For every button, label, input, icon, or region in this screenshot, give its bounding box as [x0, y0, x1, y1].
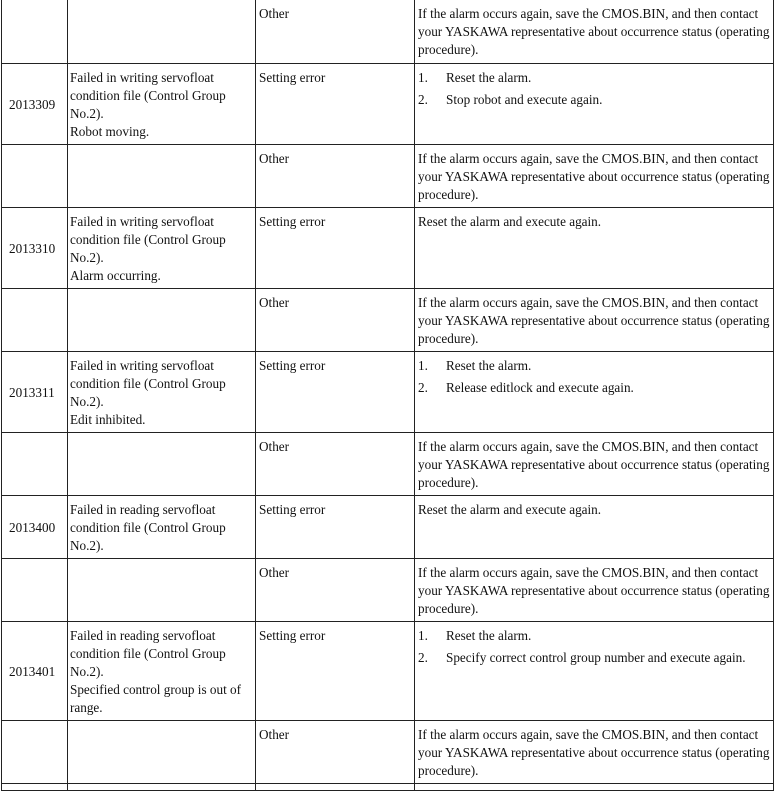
alarm-remedy-cell — [415, 208, 774, 289]
remedy-step-text: Stop robot and execute again. — [446, 92, 603, 107]
remedy-text: If the alarm occurs again, save the CMOS.BIN, and then contact your YASKAWA representative about occurrence status (operating procedure). — [418, 6, 770, 57]
empty-cell — [256, 784, 415, 791]
remedy-step — [418, 627, 770, 645]
alarm-message-cell — [68, 64, 256, 145]
table-row — [2, 208, 774, 289]
alarm-remedy-cell — [415, 64, 774, 145]
remedy-text: If the alarm occurs again, save the CMOS.BIN, and then contact your YASKAWA representative about occurrence status (operating procedure). — [418, 565, 770, 616]
remedy-steps-list — [418, 69, 770, 109]
alarm-code-cell — [2, 559, 68, 622]
alarm-cause-cell: Other — [256, 289, 415, 352]
table-row — [2, 145, 774, 208]
alarm-remedy-cell — [415, 352, 774, 433]
alarm-table-body — [2, 0, 774, 791]
table-row — [2, 433, 774, 496]
remedy-text: If the alarm occurs again, save the CMOS.BIN, and then contact your YASKAWA representative about occurrence status (operating procedure). — [418, 727, 770, 778]
remedy-text: If the alarm occurs again, save the CMOS.BIN, and then contact your YASKAWA representative about occurrence status (operating procedure). — [418, 151, 770, 202]
alarm-message-line: No.2). — [70, 538, 104, 553]
alarm-code-cell — [2, 0, 68, 64]
alarm-remedy-cell — [415, 622, 774, 721]
remedy-step-text: Reset the alarm. — [446, 358, 532, 373]
remedy-step-number: 2. — [418, 380, 428, 395]
remedy-step-number: 1. — [418, 70, 428, 85]
table-row — [2, 64, 774, 145]
alarm-message-line: No.2). — [70, 394, 104, 409]
alarm-cause-cell: Setting error — [256, 622, 415, 721]
alarm-message-line: Failed in writing servofloat — [70, 70, 214, 85]
alarm-message-line: Specified control group is out of — [70, 682, 242, 697]
alarm-message-line: Failed in writing servofloat — [70, 214, 214, 229]
alarm-message-line: condition file (Control Group — [70, 232, 226, 247]
alarm-code-cell: 2013401 — [2, 622, 68, 721]
alarm-message-line: Robot moving. — [70, 124, 150, 139]
alarm-cause-cell: Other — [256, 721, 415, 784]
alarm-message-line: condition file (Control Group — [70, 88, 226, 103]
alarm-remedy-cell — [415, 289, 774, 352]
remedy-step — [418, 379, 770, 397]
remedy-step-number: 1. — [418, 628, 428, 643]
alarm-table — [1, 0, 774, 791]
alarm-code-cell: 2013309 — [2, 64, 68, 145]
alarm-code-cell — [2, 289, 68, 352]
empty-cell — [68, 784, 256, 791]
alarm-message-line: condition file (Control Group — [70, 520, 226, 535]
remedy-step — [418, 357, 770, 375]
alarm-code-cell: 2013311 — [2, 352, 68, 433]
remedy-step-text: Reset the alarm. — [446, 70, 532, 85]
alarm-cause-cell: Other — [256, 0, 415, 64]
alarm-cause-cell: Other — [256, 145, 415, 208]
alarm-message-cell — [68, 559, 256, 622]
table-row — [2, 622, 774, 721]
alarm-remedy-cell — [415, 145, 774, 208]
alarm-message-cell — [68, 721, 256, 784]
table-row — [2, 0, 774, 64]
alarm-message-cell — [68, 496, 256, 559]
alarm-message-cell — [68, 145, 256, 208]
alarm-message-cell — [68, 208, 256, 289]
empty-cell — [415, 784, 774, 791]
alarm-message-cell — [68, 0, 256, 64]
table-row-partial — [2, 784, 774, 791]
table-row — [2, 289, 774, 352]
remedy-step — [418, 649, 770, 667]
empty-cell — [2, 784, 68, 791]
alarm-message-line: Failed in reading servofloat — [70, 502, 216, 517]
remedy-step — [418, 91, 770, 109]
alarm-message-line: No.2). — [70, 250, 104, 265]
alarm-message-line: Failed in writing servofloat — [70, 358, 214, 373]
remedy-text: Reset the alarm and execute again. — [418, 214, 602, 229]
alarm-remedy-cell — [415, 559, 774, 622]
table-row — [2, 721, 774, 784]
alarm-code-cell: 2013310 — [2, 208, 68, 289]
alarm-message-line: No.2). — [70, 106, 104, 121]
alarm-message-line: Edit inhibited. — [70, 412, 146, 427]
alarm-cause-cell: Setting error — [256, 352, 415, 433]
alarm-message-line: range. — [70, 700, 103, 715]
remedy-step-text: Specify correct control group number and execute again. — [446, 650, 746, 665]
remedy-step-text: Release editlock and execute again. — [446, 380, 634, 395]
table-row — [2, 559, 774, 622]
alarm-code-cell — [2, 433, 68, 496]
alarm-code-cell — [2, 721, 68, 784]
remedy-step — [418, 69, 770, 87]
alarm-cause-cell: Other — [256, 559, 415, 622]
alarm-cause-cell: Setting error — [256, 496, 415, 559]
alarm-cause-cell: Setting error — [256, 208, 415, 289]
alarm-message-cell — [68, 352, 256, 433]
alarm-code-cell — [2, 145, 68, 208]
table-row — [2, 496, 774, 559]
remedy-steps-list — [418, 627, 770, 667]
remedy-text: Reset the alarm and execute again. — [418, 502, 602, 517]
alarm-cause-cell: Setting error — [256, 64, 415, 145]
alarm-code-cell: 2013400 — [2, 496, 68, 559]
alarm-message-line: condition file (Control Group — [70, 646, 226, 661]
alarm-remedy-cell — [415, 0, 774, 64]
remedy-step-number: 2. — [418, 92, 428, 107]
remedy-text: If the alarm occurs again, save the CMOS.BIN, and then contact your YASKAWA representative about occurrence status (operating procedure). — [418, 295, 770, 346]
remedy-text: If the alarm occurs again, save the CMOS.BIN, and then contact your YASKAWA representative about occurrence status (operating procedure). — [418, 439, 770, 490]
alarm-cause-cell: Other — [256, 433, 415, 496]
alarm-message-line: Failed in reading servofloat — [70, 628, 216, 643]
remedy-steps-list — [418, 357, 770, 397]
alarm-message-line: No.2). — [70, 664, 104, 679]
remedy-step-number: 1. — [418, 358, 428, 373]
table-row — [2, 352, 774, 433]
remedy-step-text: Reset the alarm. — [446, 628, 532, 643]
alarm-remedy-cell — [415, 721, 774, 784]
alarm-remedy-cell — [415, 496, 774, 559]
alarm-message-cell — [68, 433, 256, 496]
alarm-message-line: condition file (Control Group — [70, 376, 226, 391]
alarm-message-cell — [68, 289, 256, 352]
alarm-remedy-cell — [415, 433, 774, 496]
remedy-step-number: 2. — [418, 650, 428, 665]
alarm-message-line: Alarm occurring. — [70, 268, 161, 283]
alarm-message-cell — [68, 622, 256, 721]
